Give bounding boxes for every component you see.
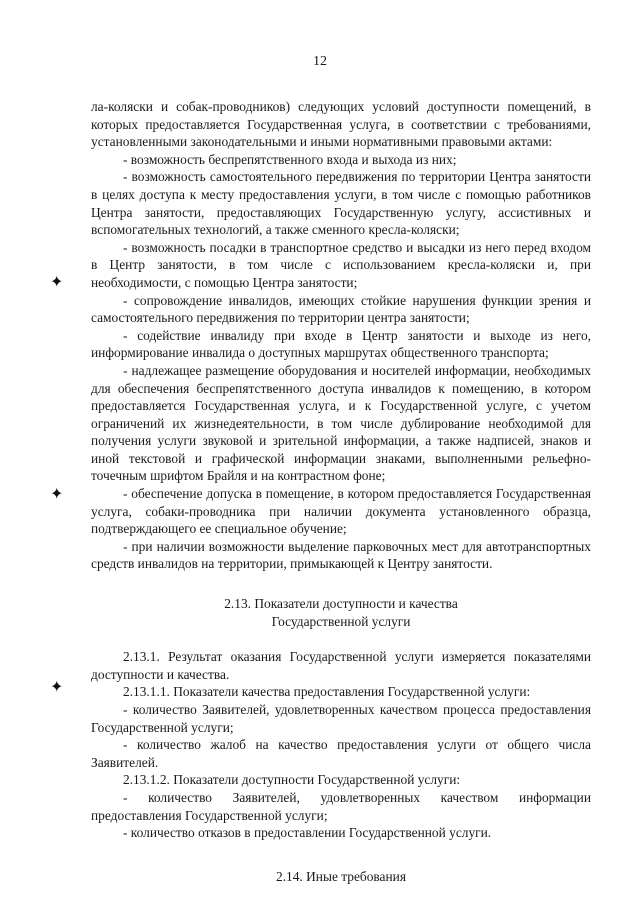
list-item: - количество отказов в предоставлении Государственной услуги.: [123, 825, 492, 841]
paragraph: ла-коляски и собак-проводников) следующих условий доступности помещений, в которых предоставляется Государственная услуга, в соответствии с требованиями, установленными законодательными и иными нормативными правовыми актами:: [91, 99, 591, 150]
list-item: - обеспечение допуска в помещение, в котором предоставляется Государственная услуга, собаки-проводника при наличии документа установленного образца, подтверждающего ее специальное обучение;: [91, 486, 591, 537]
list-item: - сопровождение инвалидов, имеющих стойкие нарушения функции зрения и самостоятельного передвижения по территории центра занятости;: [91, 292, 591, 326]
list-item: - возможность посадки в транспортное средство и высадки из него перед входом в Центр занятости, в том числе с использованием кресла-коляски и, при необходимости, с помощью Центра занятости;: [91, 239, 591, 290]
punch-hole-mark-icon: ✦: [50, 272, 64, 291]
paragraph: 2.13.1.1. Показатели качества предоставления Государственной услуги:: [123, 684, 531, 700]
punch-hole-mark-icon: ✦: [50, 677, 64, 696]
punch-hole-mark-icon: ✦: [50, 484, 64, 503]
list-item: - надлежащее размещение оборудования и носителей информации, необходимых для обеспечения беспрепятственного доступа инвалидов к помещению, в котором предоставляется Государственная услуга, и к Государственной услуге, с учетом ограничений их жизнедеятельности, в том числе дублирование необходимой для получения услуги звуковой и зрительной информации, а также надписей, знаков и иной текстовой и графической информации знаками, выполненными рельефно-точечным шрифтом Брайля и на контрастном фоне;: [91, 362, 591, 484]
document-body: [91, 98, 591, 885]
list-item: - количество Заявителей, удовлетворенных качеством информации предоставления Государственной услуги;: [91, 789, 591, 823]
list-item: - количество жалоб на качество предоставления услуги от общего числа Заявителей.: [91, 737, 591, 770]
page-number: 12: [313, 54, 327, 69]
paragraph: 2.13.1.2. Показатели доступности Государственной услуги:: [123, 772, 461, 788]
list-item: - возможность самостоятельного передвижения по территории Центра занятости в целях доступа к месту предоставления услуги, в том числе с помощью работников Центра занятости, предоставляющих Государственную услугу, ассистивных и вспомогательных технологий, а также сменного кресла-коляски;: [91, 169, 591, 238]
list-item: - содействие инвалиду при входе в Центр занятости и выходе из него, информирование инвалида о доступных маршрутах общественного транспорта;: [91, 327, 591, 361]
section-heading: 2.13. Показатели доступности и качества: [224, 596, 458, 612]
list-item: - при наличии возможности выделение парковочных мест для автотранспортных средств инвалидов на территории, примыкающей к Центру занятости.: [91, 538, 591, 572]
paragraph: 2.13.1. Результат оказания Государственной услуги измеряется показателями доступности и качества.: [91, 649, 591, 682]
list-item: - количество Заявителей, удовлетворенных качеством процесса предоставления Государственной услуги;: [91, 702, 591, 735]
section-heading-line2: Государственной услуги: [271, 613, 411, 629]
list-item: - возможность беспрепятственного входа и выхода из них;: [123, 151, 457, 167]
section-heading: 2.14. Иные требования: [276, 868, 406, 884]
